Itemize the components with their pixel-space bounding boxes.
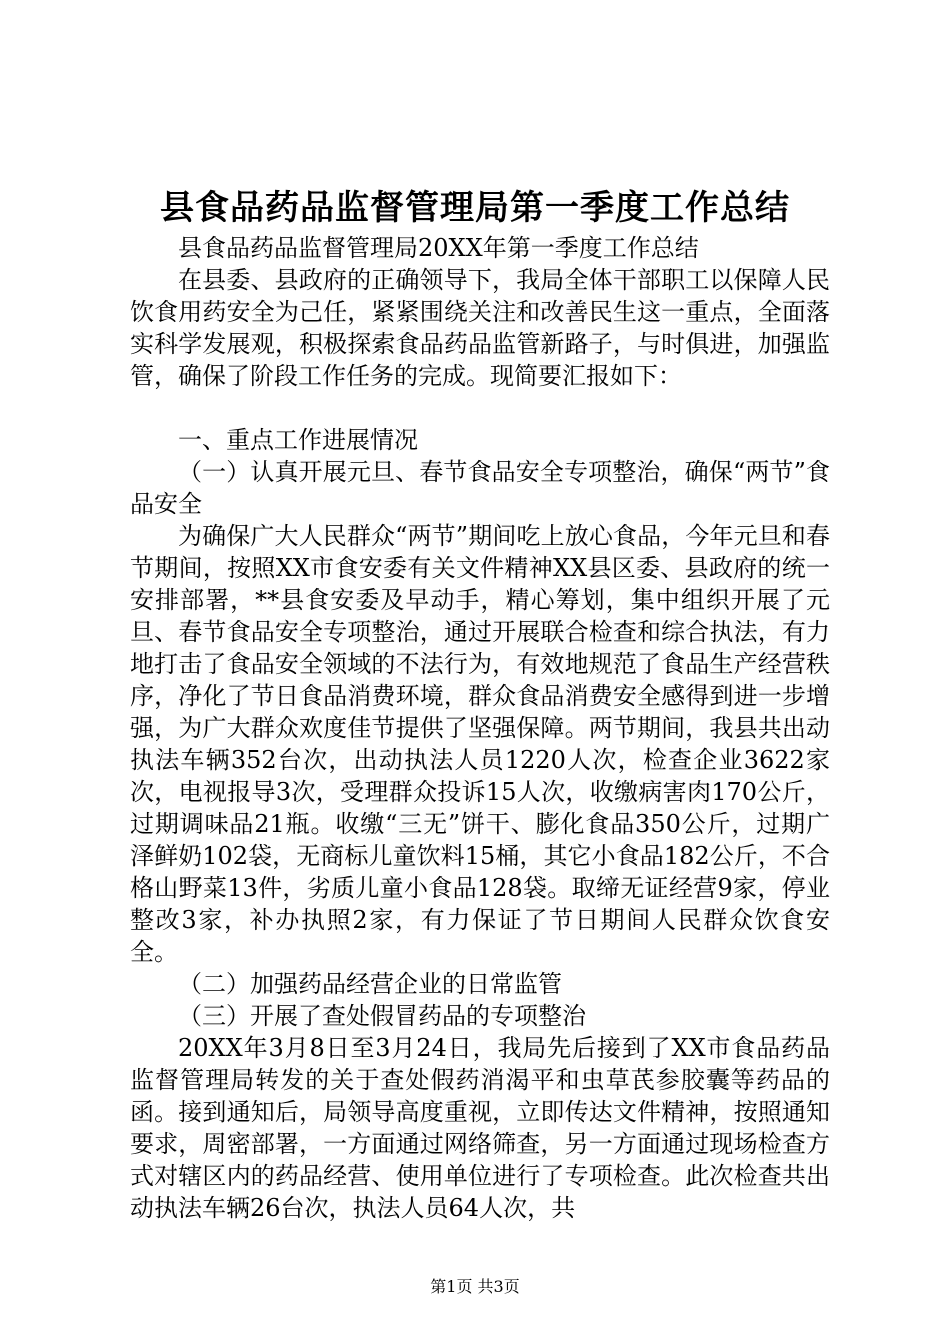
document-title: 县食品药品监督管理局第一季度工作总结 (160, 188, 790, 228)
subsection-heading-1: （一）认真开展元旦、春节食品安全专项整治，确保“两节”食品安全 (130, 458, 830, 518)
section-heading: 一、重点工作进展情况 (178, 426, 418, 454)
subsection-1-paragraph: 为确保广大人民群众“两节”期间吃上放心食品，今年元旦和春节期间，按照XX市食安委有关文件精神XX县区委、县政府的统一安排部署，**县食安委及早动手，精心筹划，集中组织开展了元旦、春节食品安全专项整治，通过开展联合检查和综合执法，有力地打击了食品安全领域的不法行为，有效地规范了食品生产经营秩序，净化了节日食品消费环境，群众食品消费安全感得到进一步增强，为广大群众欢度佳节提供了坚强保障。两节期间，我县共出动执法车辆352台次，出动执法人员1220人次，检查企业3622家次，电视报导3次，受理群众投诉15人次，收缴病害肉170公斤，过期调味品21瓶。收缴“三无”饼干、膨化食品350公斤，过期广泽鲜奶102袋，无商标儿童饮料15桶，其它小食品182公斤，不合格山野菜13件，劣质儿童小食品128袋。取缔无证经营9家，停业整改3家，补办执照2家，有力保证了节日期间人民群众饮食安全。 (130, 522, 830, 966)
subsection-heading-3: （三）开展了查处假冒药品的专项整治 (178, 1002, 586, 1030)
subsection-3-paragraph: 20XX年3月8日至3月24日，我局先后接到了XX市食品药品监督管理局转发的关于查处假药消渴平和虫草芪参胶囊等药品的函。接到通知后，局领导高度重视，立即传达文件精神，按照通知要求，周密部署，一方面通过网络筛查，另一方面通过现场检查方式对辖区内的药品经营、使用单位进行了专项检查。此次检查共出动执法车辆26台次，执法人员64人次，共 (130, 1034, 830, 1222)
page-footer: 第1页 共3页 (430, 1277, 520, 1296)
paragraph-spacer (130, 392, 830, 424)
document-body (130, 232, 830, 1224)
subsection-heading-2: （二）加强药品经营企业的日常监管 (178, 970, 562, 998)
intro-paragraph: 在县委、县政府的正确领导下，我局全体干部职工以保障人民饮食用药安全为己任，紧紧围绕关注和改善民生这一重点，全面落实科学发展观，积极探索食品药品监管新路子，与时俱进，加强监管，确保了阶段工作任务的完成。现简要汇报如下： (130, 266, 830, 390)
subtitle-paragraph: 县食品药品监督管理局20XX年第一季度工作总结 (178, 234, 699, 262)
